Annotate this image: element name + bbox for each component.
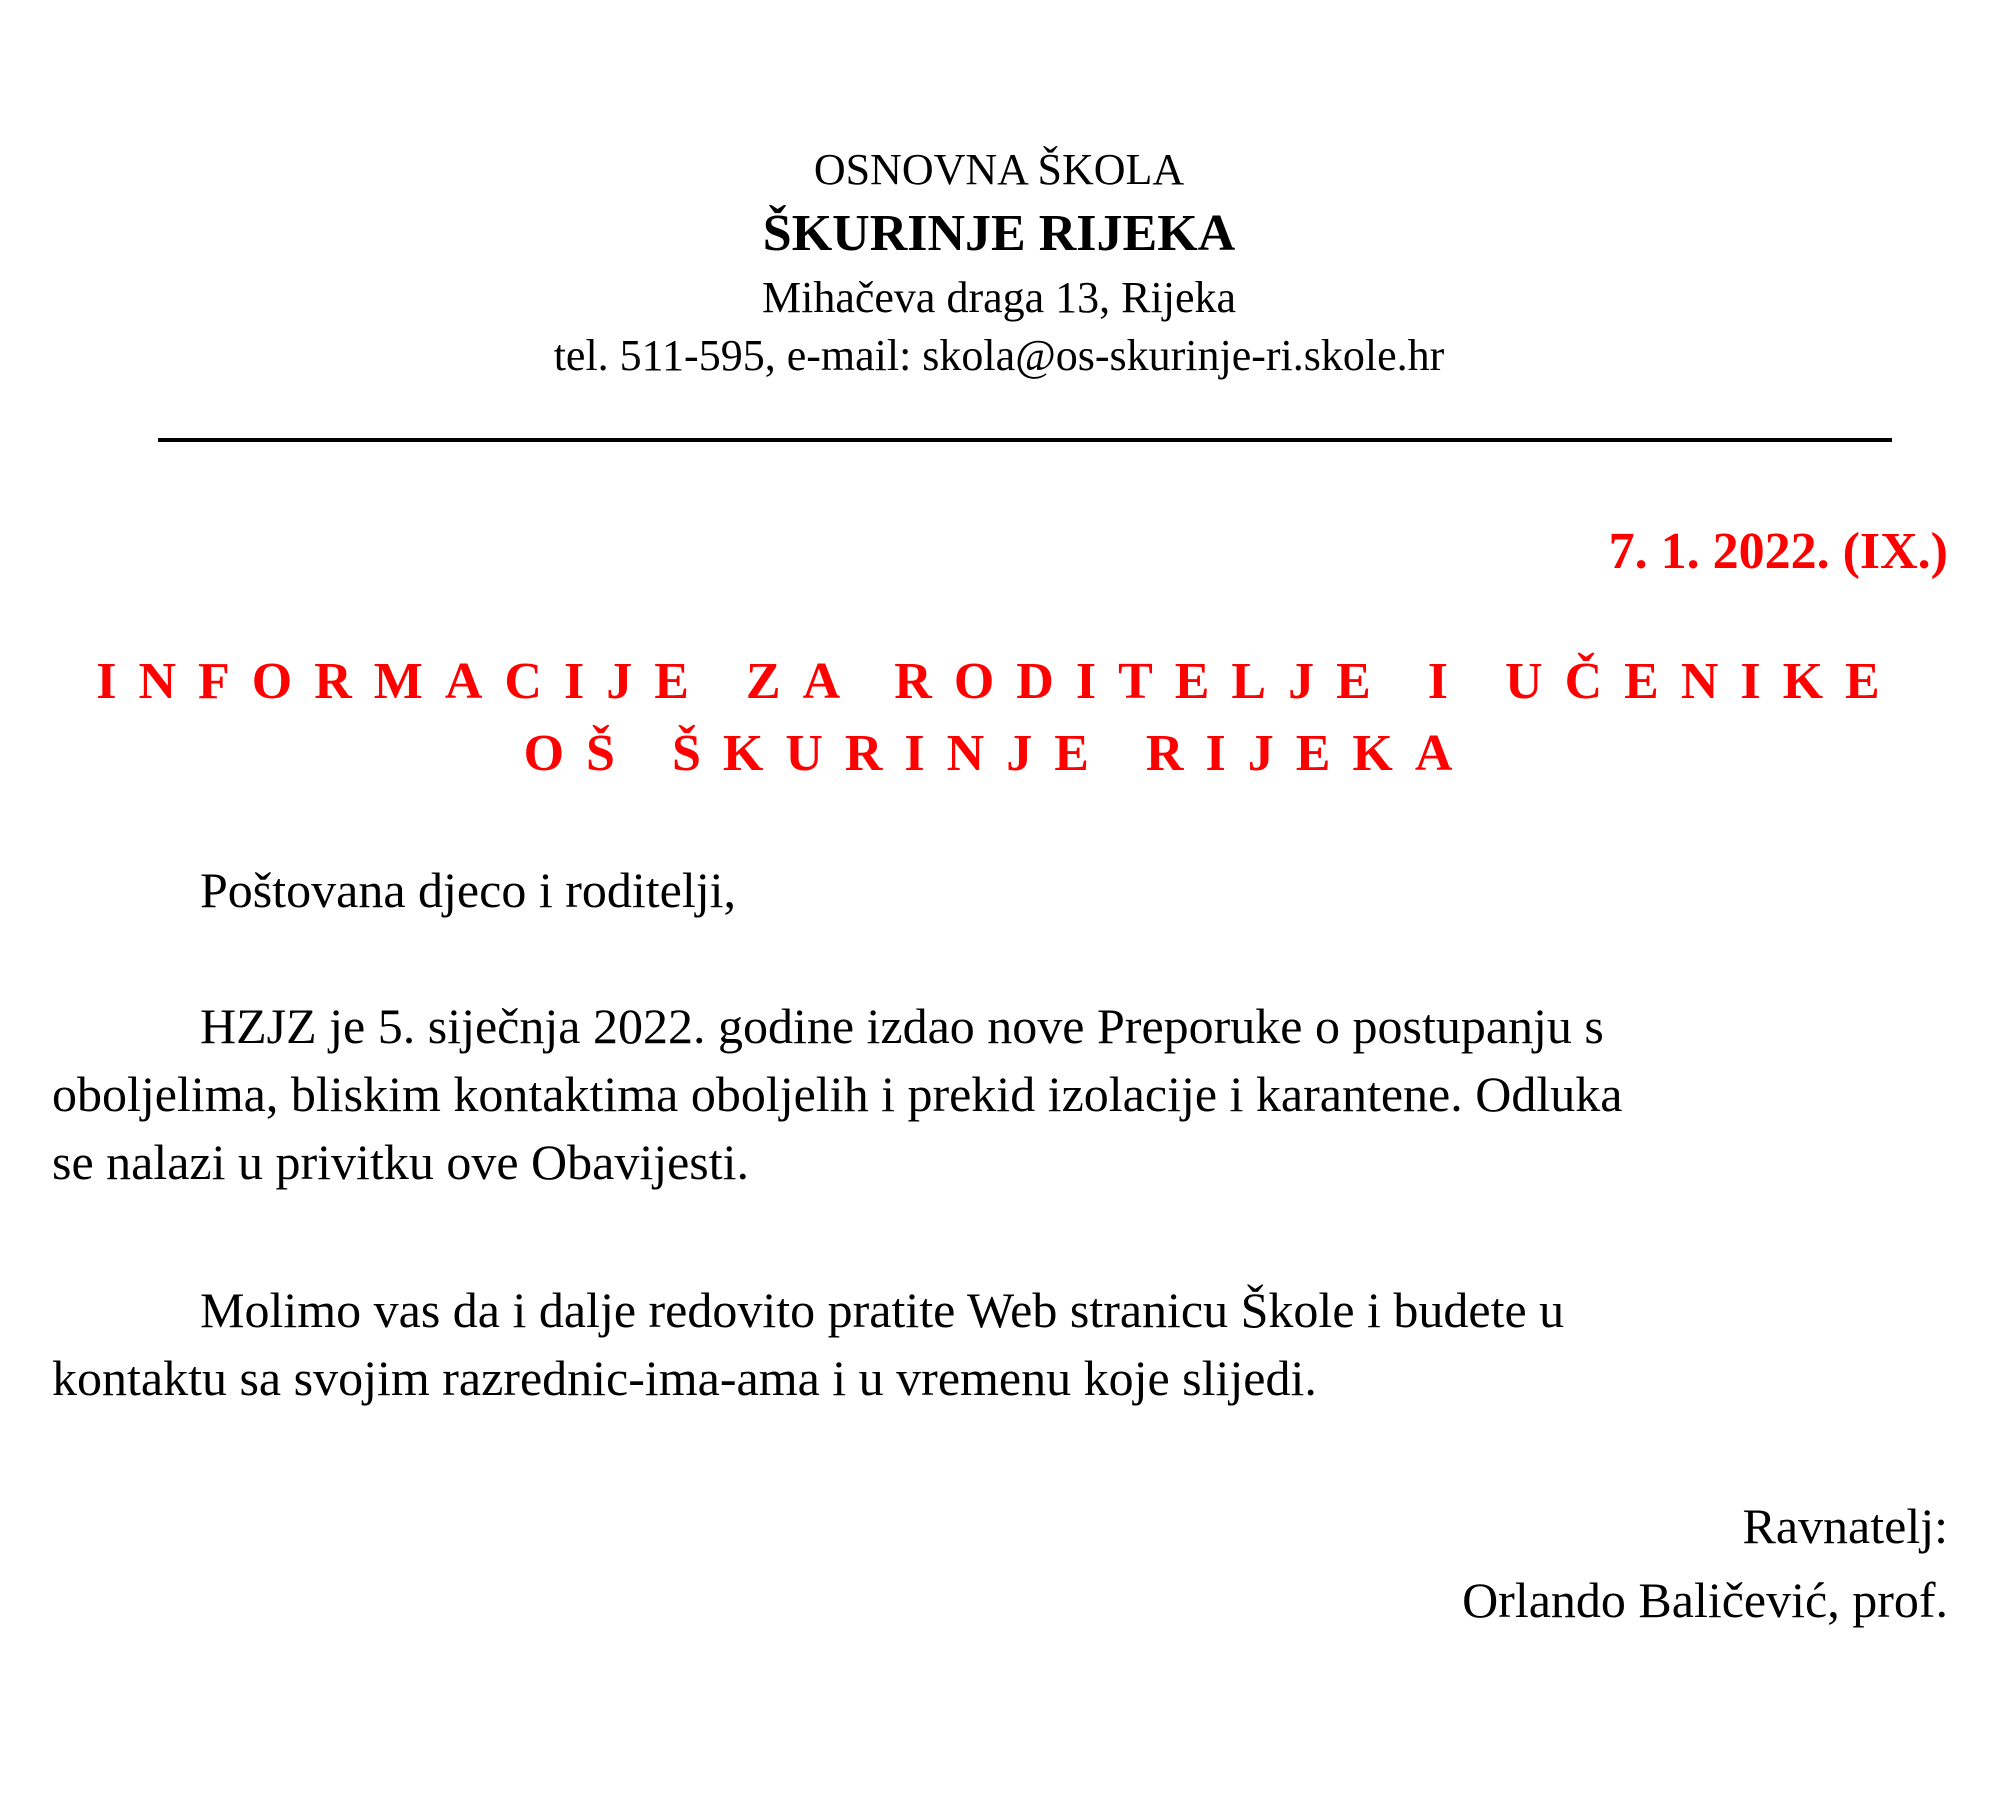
paragraph-1-line-1: HZJZ je 5. siječnja 2022. godine izdao nove Preporuke o postupanju s — [200, 998, 1604, 1054]
paragraph-1-line-3: se nalazi u privitku ove Obavijesti. — [52, 1134, 750, 1190]
school-type: OSNOVNA ŠKOLA — [813, 145, 1185, 194]
paragraph-1-line-2: oboljelima, bliskim kontaktima oboljelih i prekid izolacije i karantene. Odluka — [52, 1066, 1623, 1122]
signature-name: Orlando Baličević, prof. — [1462, 1572, 1948, 1628]
header-divider — [158, 438, 1892, 442]
paragraph-2-line-1: Molimo vas da i dalje redovito pratite Web stranicu Škole i budete u — [200, 1282, 1565, 1338]
signature-role: Ravnatelj: — [1742, 1498, 1948, 1554]
document-title-line-2: OŠ ŠKURINJE RIJEKA — [523, 725, 1475, 782]
school-name: ŠKURINJE RIJEKA — [762, 205, 1236, 262]
document-date: 7. 1. 2022. (IX.) — [1608, 523, 1948, 580]
school-contact: tel. 511-595, e-mail: skola@os-skurinje-ri.skole.hr — [553, 331, 1445, 380]
paragraph-2-line-2: kontaktu sa svojim razrednic-ima-ama i u vremenu koje slijedi. — [52, 1350, 1317, 1406]
paragraph-2 — [52, 1276, 1952, 1412]
paragraph-1 — [52, 992, 1952, 1196]
school-address: Mihačeva draga 13, Rijeka — [761, 273, 1237, 322]
greeting — [52, 856, 1952, 924]
document-title-line-1: INFORMACIJE ZA RODITELJE I UČENIKE — [96, 653, 1902, 710]
greeting-text: Poštovana djeco i roditelji, — [200, 862, 737, 918]
